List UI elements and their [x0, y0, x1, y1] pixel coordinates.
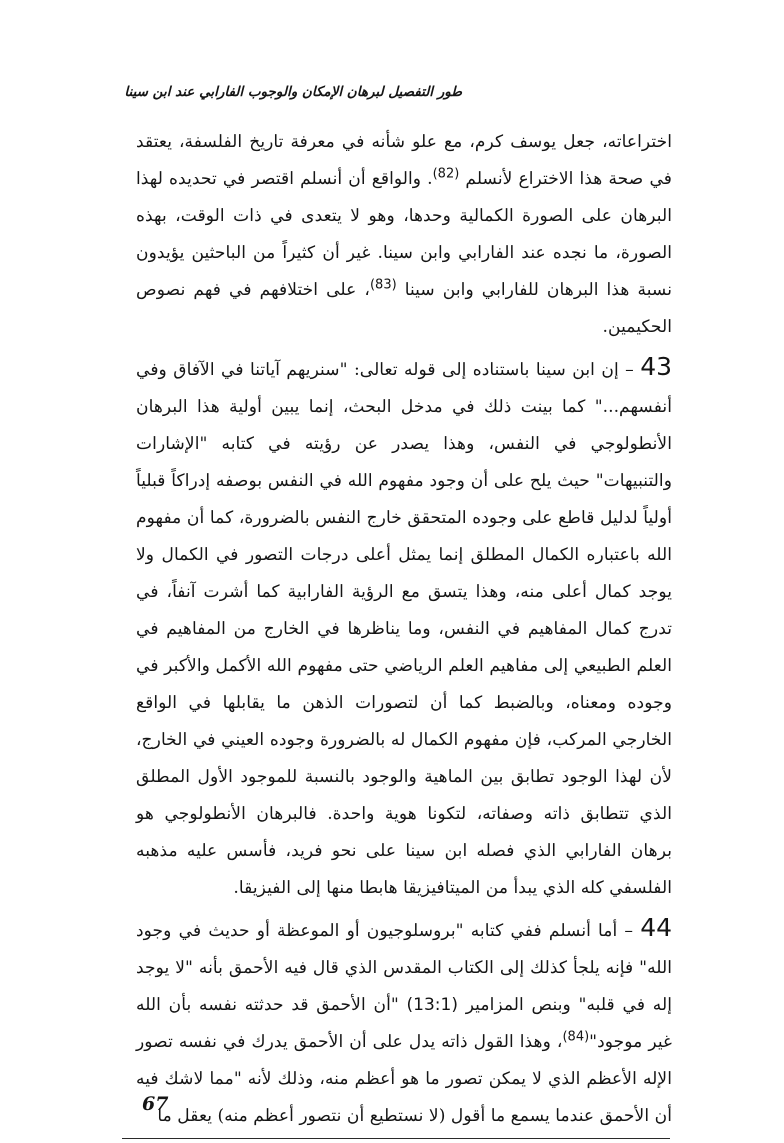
- paragraph-text: "أن الأحمق قد حدثته نفسه بأن الله غير موجود": [136, 995, 672, 1052]
- page-number: 67: [142, 1093, 169, 1115]
- paragraph-text: – إن ابن سينا باستناده إلى قوله تعالى: "سنريهم آياتنا في الآفاق وفي أنفسهم..." كما بينت ذلك في مدخل البحث، إنما يبين أولية هذا البرهان الأنطولوجي في النفس، وهذا يصدر عن رؤيته في كتابه "الإشارات والتنبيهات" حيث يلح على أن وجود مفهوم الله في النفس بوصفه إدراكاً قبلياً أولياً لدليل قاطع على وجوده المتحقق خارج النفس بالضرورة، كما أن مفهوم الله باعتباره الكمال المطلق إنما يمثل أعلى درجات التصور في الكمال ولا يوجد كمال أعلى منه، وهذا يتسق مع الرؤية الفارابية كما أشرت آنفاً، في تدرج كمال المفاهيم في النفس، وما يناظرها في الخارج من المفاهيم في العلم الطبيعي إلى مفاهيم العلم الرياضي حتى مفهوم الله الأكمل والأكبر في وجوده ومعناه، وبالضبط كما أن لتصورات الذهن ما يقابلها في الواقع الخارجي المركب، فإن مفهوم الكمال له بالضرورة وجوده العيني في الخارج، لأن لهذا الوجود تطابق بين الماهية والوجود بالنسبة للموجود الأول المطلق الذي تتطابق ذاته وصفاته، لتكونا هوية واحدة. فالبرهان الأنطولوجي هو برهان الفارابي الذي فصله ابن سينا على نحو فريد، فأسس عليه مذهبه الفلسفي كله الذي يبدأ من الميتافيزيقا هابطا منها إلى الفيزيقا.: [136, 360, 672, 898]
- paragraph-43: [136, 352, 672, 907]
- paragraph-number: 43: [640, 352, 672, 381]
- paragraph-number: 44: [640, 913, 672, 942]
- footnote-ref-83: (83): [369, 277, 397, 293]
- page-bottom-rule: [122, 1138, 670, 1139]
- paragraph-continuation: [136, 124, 672, 346]
- paragraph-text: – أما أنسلم ففي كتابه "بروسلوجيون أو الموعظة أو حديث في وجود الله" فإنه يلجأ كذلك إلى الكتاب المقدس الذي قال فيه الأحمق بأنه "لا يوجد إله في قلبه" وبنص المزامير: [136, 921, 672, 1015]
- paragraph-text: ، وهذا القول ذاته يدل على أن الأحمق يدرك في نفسه تصور الإله الأعظم الذي لا يمكن تصور ما هو أعظم منه، وذلك لأنه "مما لاشك فيه أن الأحمق عندما يسمع ما أقول (لا نستطيع أن نتصور أعظم منه) يعقل ما: [136, 1032, 672, 1126]
- verse-citation: (13:1): [406, 995, 458, 1015]
- running-title: طور التفصيل لبرهان الإمكان والوجوب الفارابي عند ابن سينا: [124, 84, 462, 100]
- paragraph-text: ، على اختلافهم في فهم نصوص الحكيمين.: [136, 280, 672, 337]
- paragraph-text: . والواقع أن أنسلم اقتصر في تحديده لهذا البرهان على الصورة الكمالية وحدها، وهو لا يتعدى في ذات الوقت، بهذه الصورة، ما نجده عند الفارابي وابن سينا. غير أن كثيراً من الباحثين يؤيدون نسبة هذا البرهان للفارابي وابن سينا: [136, 169, 672, 300]
- paragraph-44: [136, 913, 672, 1135]
- footnote-ref-82: (82): [432, 166, 460, 182]
- paragraph-text: اختراعاته، جعل يوسف كرم، مع علو شأنه في معرفة تاريخ الفلسفة، يعتقد في صحة هذا الاختراع لأنسلم: [136, 132, 672, 189]
- body-text: [136, 124, 672, 1135]
- footnote-ref-84: (84): [562, 1029, 590, 1045]
